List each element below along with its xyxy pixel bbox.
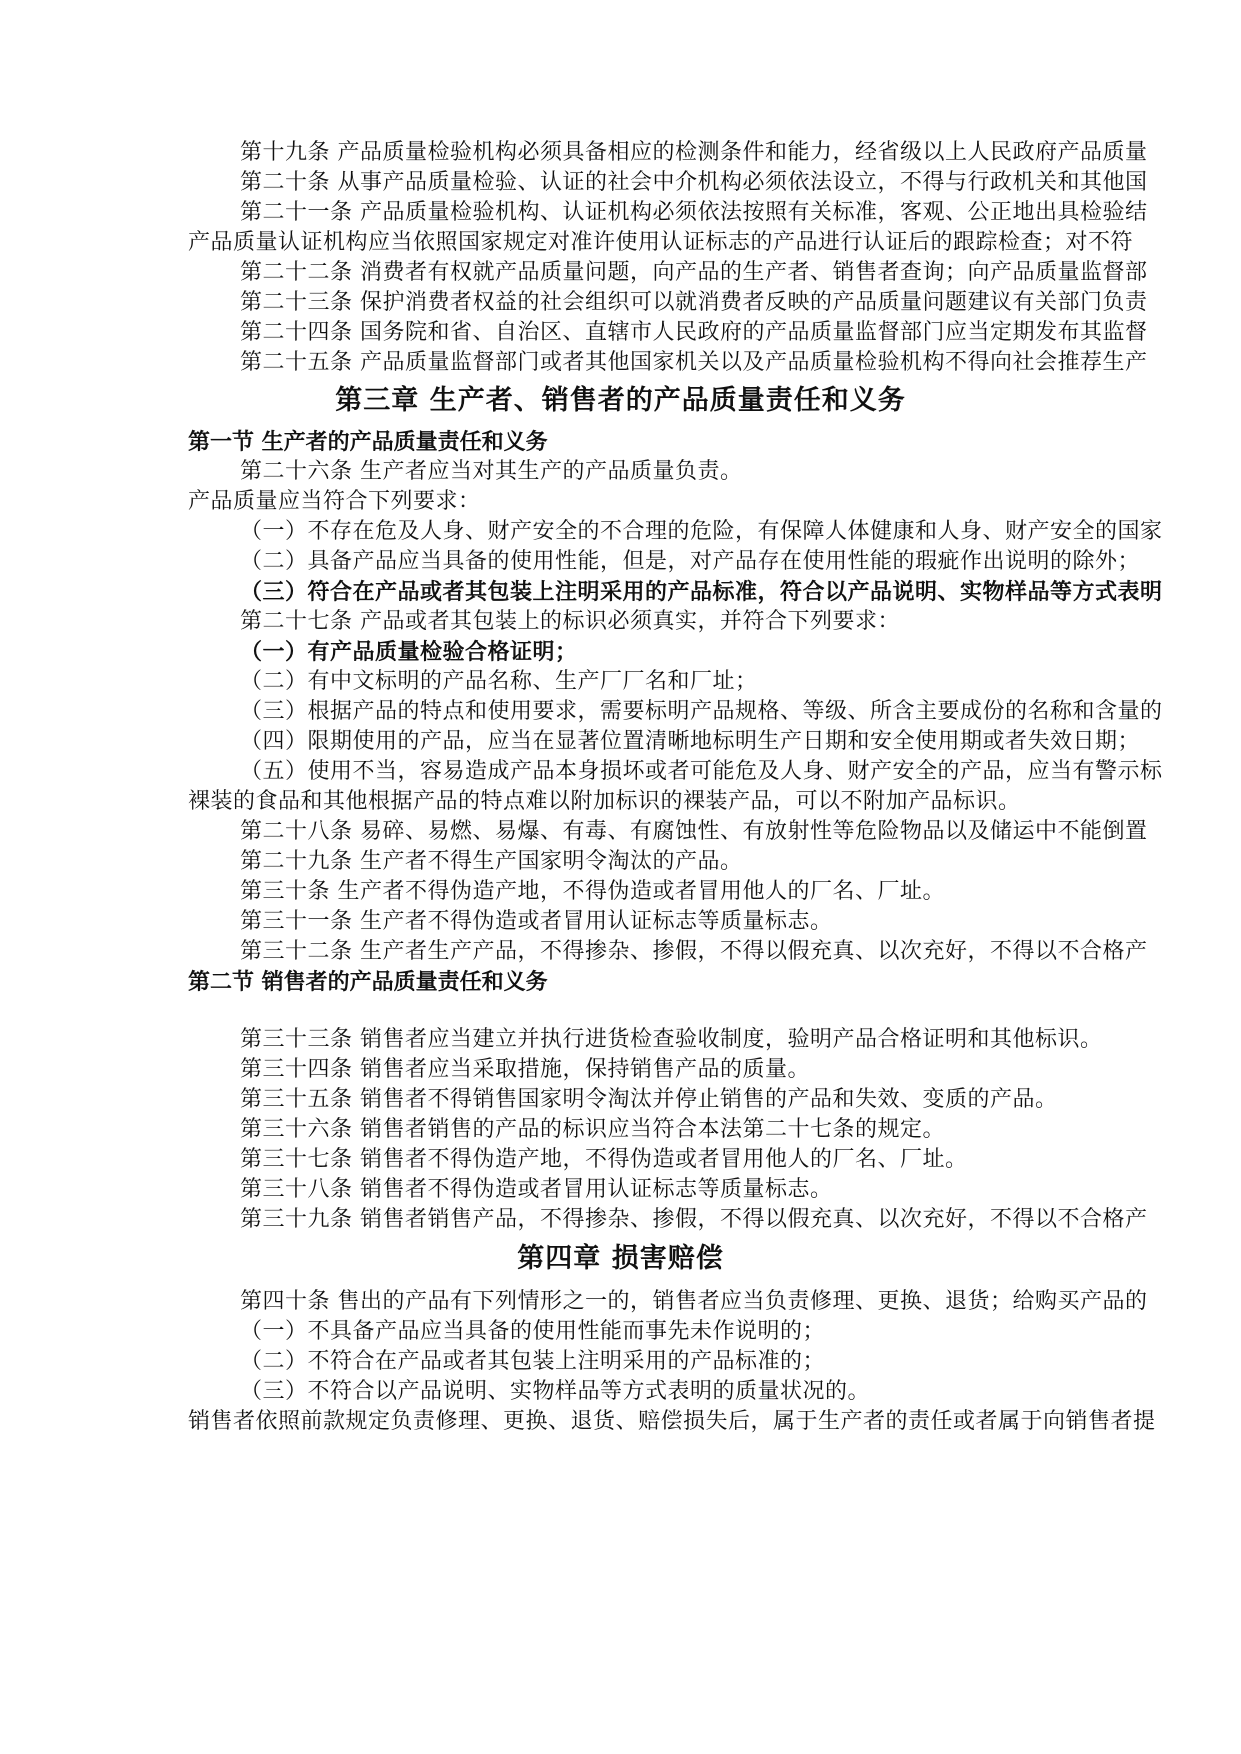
article-26-item-2: （二）具备产品应当具备的使用性能，但是，对产品存在使用性能的瑕疵作出说明的除外； xyxy=(240,549,1141,574)
article-23: 第二十三条 保护消费者权益的社会组织可以就消费者反映的产品质量问题建议有关部门负责 xyxy=(240,290,1148,315)
article-28: 第二十八条 易碎、易燃、易爆、有毒、有腐蚀性、有放射性等危险物品以及储运中不能倒置 xyxy=(240,819,1148,844)
article-38: 第三十八条 销售者不得伪造或者冒用认证标志等质量标志。 xyxy=(240,1177,833,1202)
article-40-continuation: 销售者依照前款规定负责修理、更换、退货、赔偿损失后，属于生产者的责任或者属于向销售者提 xyxy=(188,1409,1156,1434)
chapter-4-title: 第四章 损害赔偿 xyxy=(517,1243,724,1274)
article-27: 第二十七条 产品或者其包装上的标识必须真实，并符合下列要求： xyxy=(240,609,900,634)
article-21-continuation: 产品质量认证机构应当依照国家规定对准许使用认证标志的产品进行认证后的跟踪检查；对不符 xyxy=(188,230,1134,255)
article-20: 第二十条 从事产品质量检验、认证的社会中介机构必须依法设立，不得与行政机关和其他国 xyxy=(240,170,1148,195)
article-24: 第二十四条 国务院和省、自治区、直辖市人民政府的产品质量监督部门应当定期发布其监督 xyxy=(240,320,1148,345)
article-25: 第二十五条 产品质量监督部门或者其他国家机关以及产品质量检验机构不得向社会推荐生产 xyxy=(240,350,1148,375)
article-35: 第三十五条 销售者不得销售国家明令淘汰并停止销售的产品和失效、变质的产品。 xyxy=(240,1087,1058,1112)
chapter-3-title: 第三章 生产者、销售者的产品质量责任和义务 xyxy=(335,385,906,416)
article-27-item-1: （一）有产品质量检验合格证明； xyxy=(240,639,578,665)
article-36: 第三十六条 销售者销售的产品的标识应当符合本法第二十七条的规定。 xyxy=(240,1117,945,1142)
article-33: 第三十三条 销售者应当建立并执行进货检查验收制度，验明产品合格证明和其他标识。 xyxy=(240,1027,1103,1052)
article-30: 第三十条 生产者不得伪造产地，不得伪造或者冒用他人的厂名、厂址。 xyxy=(240,879,945,904)
article-29: 第二十九条 生产者不得生产国家明令淘汰的产品。 xyxy=(240,849,743,874)
article-26-requirements: 产品质量应当符合下列要求： xyxy=(188,489,481,514)
article-19: 第十九条 产品质量检验机构必须具备相应的检测条件和能力，经省级以上人民政府产品质量 xyxy=(240,140,1148,165)
article-27-continuation: 裸装的食品和其他根据产品的特点难以附加标识的裸装产品，可以不附加产品标识。 xyxy=(188,789,1021,814)
article-34: 第三十四条 销售者应当采取措施，保持销售产品的质量。 xyxy=(240,1057,810,1082)
article-31: 第三十一条 生产者不得伪造或者冒用认证标志等质量标志。 xyxy=(240,909,833,934)
section-1-title: 第一节 生产者的产品质量责任和义务 xyxy=(188,429,548,455)
article-37: 第三十七条 销售者不得伪造产地，不得伪造或者冒用他人的厂名、厂址。 xyxy=(240,1147,968,1172)
article-40-item-3: （三）不符合以产品说明、实物样品等方式表明的质量状况的。 xyxy=(240,1379,871,1404)
article-22: 第二十二条 消费者有权就产品质量问题，向产品的生产者、销售者查询；向产品质量监督部 xyxy=(240,260,1148,285)
article-27-item-5: （五）使用不当，容易造成产品本身损坏或者可能危及人身、财产安全的产品，应当有警示标 xyxy=(240,759,1163,784)
article-26-item-3: （三）符合在产品或者其包装上注明采用的产品标准，符合以产品说明、实物样品等方式表明 xyxy=(240,579,1163,605)
article-40: 第四十条 售出的产品有下列情形之一的，销售者应当负责修理、更换、退货；给购买产品的 xyxy=(240,1289,1148,1314)
article-26-item-1: （一）不存在危及人身、财产安全的不合理的危险，有保障人体健康和人身、财产安全的国家 xyxy=(240,519,1163,544)
article-40-item-2: （二）不符合在产品或者其包装上注明采用的产品标准的； xyxy=(240,1349,826,1374)
article-40-item-1: （一）不具备产品应当具备的使用性能而事先未作说明的； xyxy=(240,1319,826,1344)
section-2-title: 第二节 销售者的产品质量责任和义务 xyxy=(188,969,548,995)
article-32: 第三十二条 生产者生产产品，不得掺杂、掺假，不得以假充真、以次充好，不得以不合格产 xyxy=(240,939,1148,964)
article-27-item-4: （四）限期使用的产品，应当在显著位置清晰地标明生产日期和安全使用期或者失效日期； xyxy=(240,729,1141,754)
article-27-item-3: （三）根据产品的特点和使用要求，需要标明产品规格、等级、所含主要成份的名称和含量的 xyxy=(240,699,1163,724)
article-26: 第二十六条 生产者应当对其生产的产品质量负责。 xyxy=(240,459,743,484)
article-39: 第三十九条 销售者销售产品，不得掺杂、掺假，不得以假充真、以次充好，不得以不合格产 xyxy=(240,1207,1148,1232)
article-27-item-2: （二）有中文标明的产品名称、生产厂厂名和厂址； xyxy=(240,669,758,694)
article-21: 第二十一条 产品质量检验机构、认证机构必须依法按照有关标准，客观、公正地出具检验结 xyxy=(240,200,1148,225)
